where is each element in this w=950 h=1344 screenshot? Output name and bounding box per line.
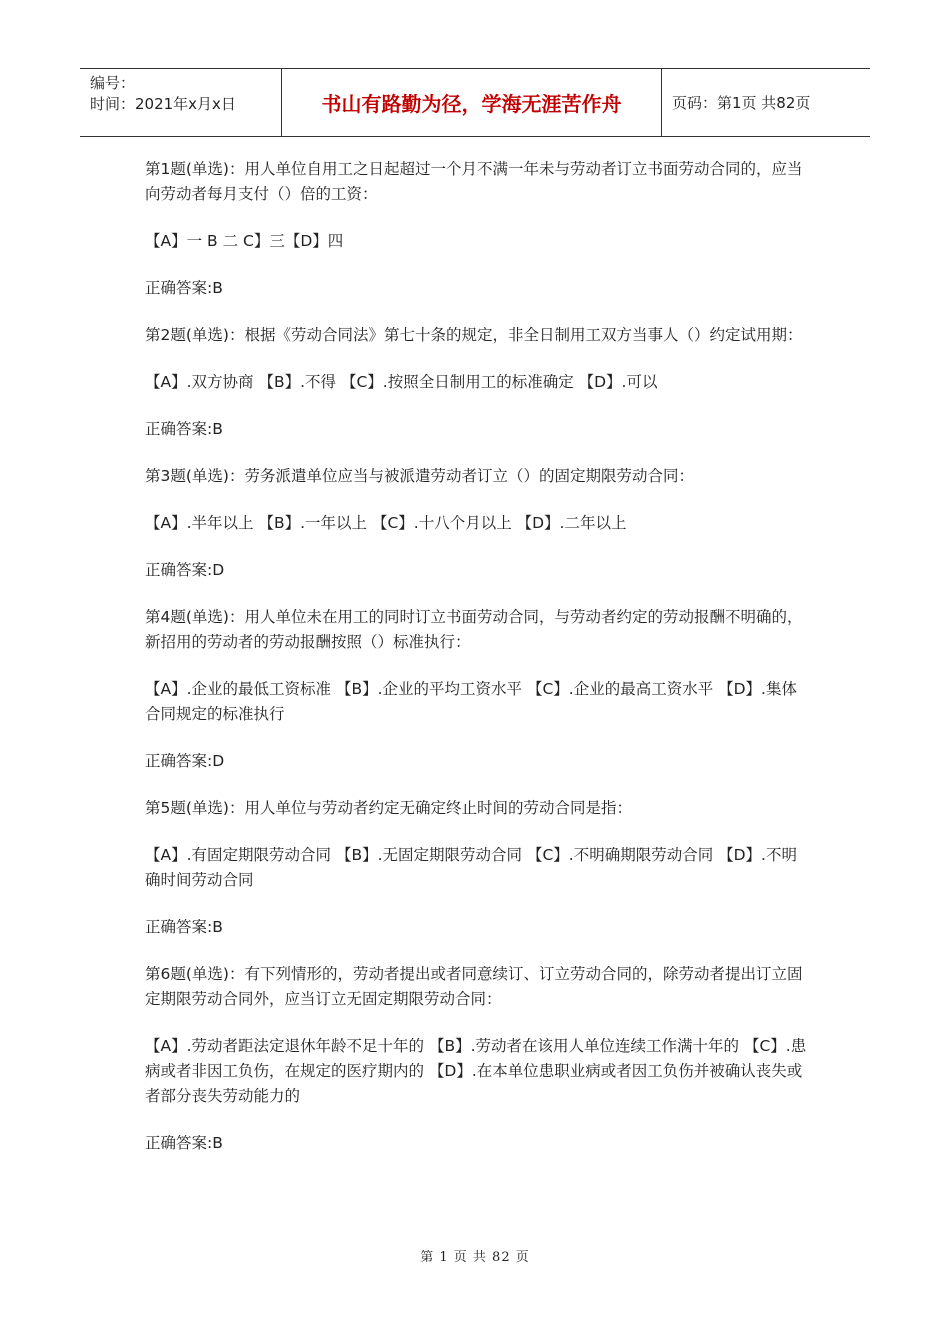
question-text: 第2题(单选)：根据《劳动合同法》第七十条的规定，非全日制用工双方当事人（）约定试用期：	[145, 326, 803, 344]
question-answer: 正确答案:B	[145, 918, 223, 936]
question-block-1	[145, 157, 810, 323]
question-answer: 正确答案:D	[145, 752, 225, 770]
question-block-6	[145, 962, 810, 1156]
question-block-4	[145, 605, 810, 796]
question-text: 第5题(单选)：用人单位与劳动者约定无确定终止时间的劳动合同是指：	[145, 799, 632, 817]
number-label: 编号：	[90, 74, 136, 92]
question-options: 【A】.有固定期限劳动合同 【B】.无固定期限劳动合同 【C】.不明确期限劳动合同 【D】.不明确时间劳动合同	[145, 846, 797, 889]
question-block-2	[145, 323, 810, 464]
question-options: 【A】.企业的最低工资标准 【B】.企业的平均工资水平 【C】.企业的最高工资水平 【D】.集体合同规定的标准执行	[145, 680, 797, 723]
header-meta	[80, 69, 282, 136]
question-answer: 正确答案:B	[145, 279, 223, 297]
question-text: 第1题(单选)：用人单位自用工之日起超过一个月不满一年未与劳动者订立书面劳动合同的，应当向劳动者每月支付（）倍的工资：	[145, 160, 803, 203]
question-options: 【A】一 B 二 C】三【D】四	[145, 232, 344, 250]
question-options: 【A】.半年以上 【B】.一年以上 【C】.十八个月以上 【D】.二年以上	[145, 514, 627, 532]
time-label: 时间：2021年x月x日	[90, 95, 236, 113]
question-answer: 正确答案:D	[145, 561, 225, 579]
question-block-3	[145, 464, 810, 605]
question-text: 第6题(单选)：有下列情形的，劳动者提出或者同意续订、订立劳动合同的，除劳动者提出订立固定期限劳动合同外，应当订立无固定期限劳动合同：	[145, 965, 803, 1008]
header-motto: 书山有路勤为径，学海无涯苦作舟	[282, 69, 662, 136]
question-block-5	[145, 796, 810, 962]
question-options: 【A】.劳动者距法定退休年龄不足十年的 【B】.劳动者在该用人单位连续工作满十年的 【C】.患病或者非因工负伤，在规定的医疗期内的 【D】.在本单位患职业病或者因工负伤并被确认丧失或者部分丧失劳动能力的	[145, 1037, 807, 1105]
page-footer: 第 1 页 共 82 页	[420, 1250, 530, 1265]
question-answer: 正确答案:B	[145, 420, 223, 438]
header-page-info: 页码：第1页 共82页	[672, 94, 811, 112]
question-text: 第3题(单选)：劳务派遣单位应当与被派遣劳动者订立（）的固定期限劳动合同：	[145, 467, 694, 485]
question-options: 【A】.双方协商 【B】.不得 【C】.按照全日制用工的标准确定 【D】.可以	[145, 373, 658, 391]
page-header	[80, 68, 870, 137]
question-list	[145, 157, 810, 1156]
question-text: 第4题(单选)：用人单位未在用工的同时订立书面劳动合同，与劳动者约定的劳动报酬不明确的，新招用的劳动者的劳动报酬按照（）标准执行：	[145, 608, 803, 651]
question-answer: 正确答案:B	[145, 1134, 223, 1152]
